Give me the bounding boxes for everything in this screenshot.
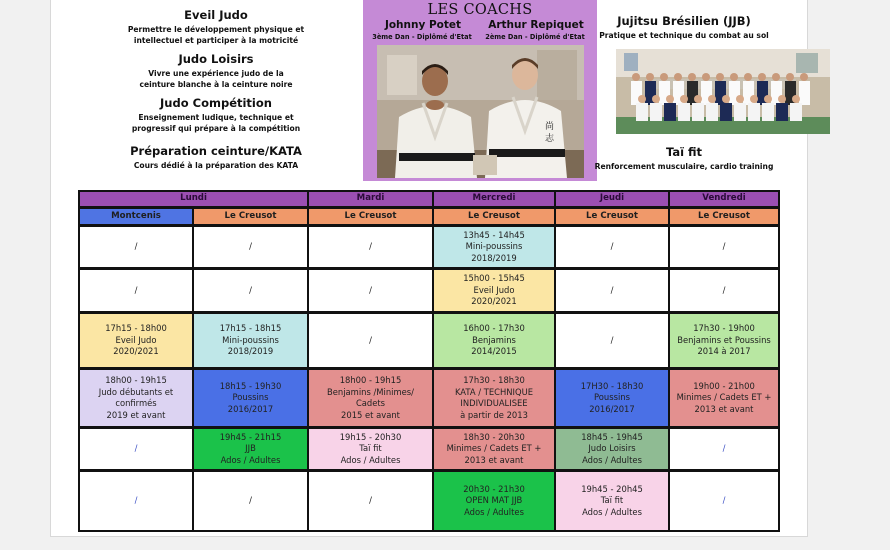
program-title: Préparation ceinture/KATA: [130, 144, 302, 158]
class-slot: 18h15 - 19h30 Poussins 2016/2017: [194, 370, 307, 426]
empty-slot: /: [670, 227, 778, 267]
coach-name: Johnny Potet: [384, 19, 462, 31]
program-tai-fit: [559, 145, 809, 172]
program-title: Jujitsu Brésilien (JJB): [617, 14, 751, 28]
day-header-jeudi: Jeudi: [556, 192, 668, 206]
location-header: Le Creusot: [309, 209, 432, 224]
day-header-mercredi: Mercredi: [434, 192, 554, 206]
svg-text:志: 志: [545, 134, 555, 144]
svg-text:尚: 尚: [545, 122, 555, 132]
class-slot: 17h30 - 18h30 KATA / TECHNIQUE INDIVIDUALISEE à partir de 2013: [434, 370, 554, 426]
empty-slot: /: [309, 472, 432, 530]
program-description: Permettre le développement physique et intellectuel et participer à la motricité: [127, 25, 305, 45]
day-header-lundi: Lundi: [80, 192, 307, 206]
empty-slot: /: [194, 472, 307, 530]
class-slot: 13h45 - 14h45 Mini-poussins 2018/2019: [434, 227, 554, 267]
class-slot: 18h30 - 20h30 Minimes / Cadets ET + 2013 et avant: [434, 429, 554, 469]
class-slot: 18h00 - 19h15 Judo débutants et confirmés 2019 et avant: [80, 370, 192, 426]
program-description: Renforcement musculaire, cardio training: [594, 162, 774, 171]
class-slot: 17h15 - 18h15 Mini-poussins 2018/2019: [194, 314, 307, 367]
program-preparation-kata: [91, 144, 341, 171]
class-slot: 19h00 - 21h00 Minimes / Cadets ET + 2013 et avant: [670, 370, 778, 426]
empty-slot: /: [80, 472, 192, 530]
coach-rank: 3ème Dan - Diplômé d'Etat: [372, 33, 472, 41]
coach-rank: 2ème Dan - Diplômé d'Etat: [485, 33, 585, 41]
class-slot: 17H30 - 18h30 Poussins 2016/2017: [556, 370, 668, 426]
class-slot: 15h00 - 15h45 Eveil Judo 2020/2021: [434, 270, 554, 311]
weekly-schedule: [78, 190, 780, 532]
empty-slot: /: [309, 270, 432, 311]
program-title: Judo Loisirs: [178, 52, 254, 66]
empty-slot: /: [194, 227, 307, 267]
empty-slot: /: [80, 227, 192, 267]
program-title: Eveil Judo: [184, 8, 248, 22]
empty-slot: /: [80, 429, 192, 469]
class-slot: 19h45 - 20h45 Taï fit Ados / Adultes: [556, 472, 668, 530]
empty-slot: /: [194, 270, 307, 311]
program-judo-competition: [91, 96, 341, 134]
program-title: Judo Compétition: [160, 96, 272, 110]
program-description: Cours dédié à la préparation des KATA: [133, 161, 299, 170]
class-slot: 17h30 - 19h00 Benjamins et Poussins 2014 à 2017: [670, 314, 778, 367]
class-slot: 17h15 - 18h00 Eveil Judo 2020/2021: [80, 314, 192, 367]
empty-slot: /: [556, 227, 668, 267]
jjb-group-photo: [616, 49, 830, 134]
location-header: Le Creusot: [434, 209, 554, 224]
program-jjb: [559, 14, 809, 41]
empty-slot: /: [670, 472, 778, 530]
program-description: Pratique et technique du combat au sol: [599, 31, 769, 40]
location-header: Le Creusot: [194, 209, 307, 224]
empty-slot: /: [556, 270, 668, 311]
program-title: Taï fit: [665, 145, 703, 159]
day-header-vendredi: Vendredi: [670, 192, 778, 206]
program-description: Enseignement ludique, technique et progressif qui prépare à la compétition: [131, 113, 301, 133]
empty-slot: /: [80, 270, 192, 311]
program-judo-loisirs: [91, 52, 341, 90]
class-slot: 19h45 - 21h15 JJB Ados / Adultes: [194, 429, 307, 469]
class-slot: 20h30 - 21h30 OPEN MAT JJB Ados / Adultes: [434, 472, 554, 530]
location-header: Le Creusot: [670, 209, 778, 224]
day-header-mardi: Mardi: [309, 192, 432, 206]
program-eveil-judo: [91, 8, 341, 46]
location-header: Montcenis: [80, 209, 192, 224]
class-slot: 19h15 - 20h30 Taï fit Ados / Adultes: [309, 429, 432, 469]
empty-slot: /: [309, 314, 432, 367]
class-slot: 16h00 - 17h30 Benjamins 2014/2015: [434, 314, 554, 367]
empty-slot: /: [309, 227, 432, 267]
class-slot: 18h00 - 19h15 Benjamins /Minimes/ Cadets 2015 et avant: [309, 370, 432, 426]
program-description: Vivre une expérience judo de la ceinture blanche à la ceinture noire: [139, 69, 293, 89]
coaches-heading: LES COACHS: [427, 2, 533, 18]
empty-slot: /: [670, 429, 778, 469]
empty-slot: /: [556, 314, 668, 367]
location-header: Le Creusot: [556, 209, 668, 224]
coach-name: Arthur Repiquet: [488, 19, 584, 31]
class-slot: 18h45 - 19h45 Judo Loisirs Ados / Adultes: [556, 429, 668, 469]
coaches-photo: [377, 45, 584, 178]
empty-slot: /: [670, 270, 778, 311]
